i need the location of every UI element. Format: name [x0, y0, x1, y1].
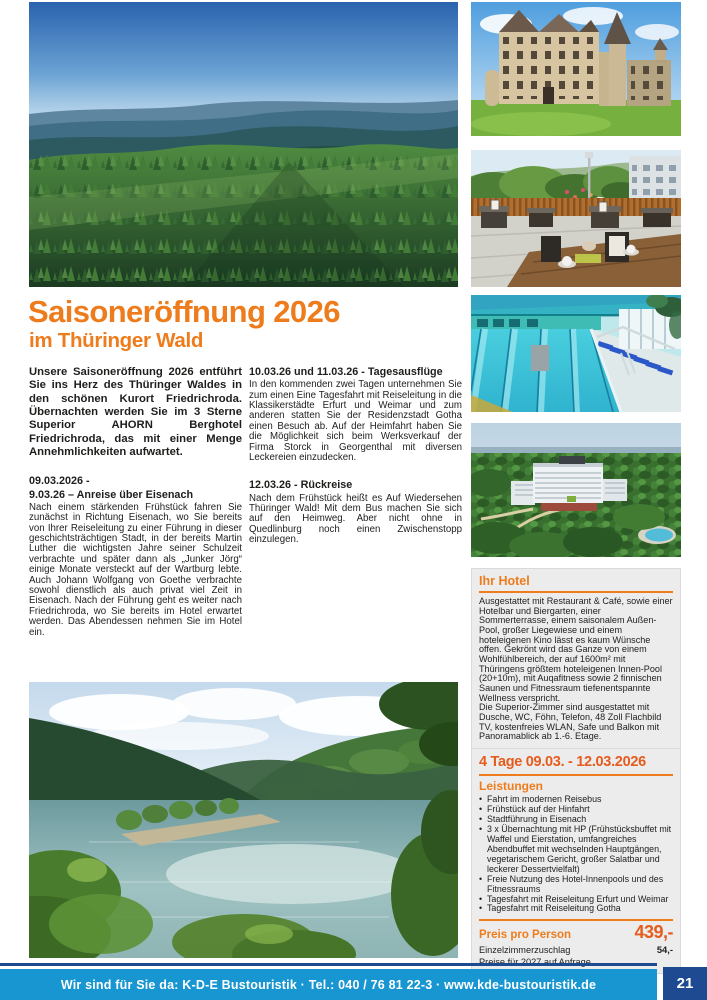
itinerary-day2	[249, 366, 462, 463]
price-label: Preis pro Person	[479, 929, 572, 942]
single-room-label: Einzelzimmerzuschlag	[479, 945, 571, 956]
photo-forest-lake	[29, 682, 458, 958]
day1-body: Nach einem stärkenden Frühstück fahren Sie zunächst in Richtung Eisenach, wo Sie bereits von Ihrer Reiseleitung zu einer Führung in dieser geschichtsträchtigen Stadt, in der bereits Martin Luther die wichtigsten Jahre seiner Schulzeit verbrachte und später dann als „Junker Jörg“ einige Monate versteckt auf der Wartburg lebte. Auch Johann Wolfgang von Goethe verbrachte sowohl dienstlich als auch privat viel Zeit in Eisenach. Nach der Führung geht es weiter nach Friedrichroda, wo Sie bereits im Hotel erwartet werden. Das Abendessen nehmen Sie im Hotel ein.	[29, 501, 242, 638]
service-item: • Fahrt im modernen Reisebus	[479, 795, 673, 805]
service-item: • Frühstück auf der Hinfahrt	[479, 805, 673, 815]
service-item: • Stadtführung in Eisenach	[479, 815, 673, 825]
column-left	[29, 366, 242, 638]
offer-box	[471, 748, 681, 974]
service-item: • Tagesfahrt mit Reiseleitung Gotha	[479, 904, 673, 914]
single-room-price: 54,-	[656, 944, 673, 956]
day3-body: Nach dem Frühstück heißt es Auf Wiedersehen Thüringer Wald! Mit dem Bus machen Sie sich auf den Heimweg. Aber nicht ohne in Quedlinburg noch einen Zwischenstopp einzulegen.	[249, 492, 462, 546]
price-value: 439,-	[634, 922, 673, 943]
photo-thuringian-forest-panorama	[29, 2, 458, 287]
price-rule	[479, 919, 673, 921]
page-number-badge	[663, 967, 707, 1000]
footer-divider-line	[0, 963, 657, 966]
column-right	[249, 366, 462, 638]
day2-heading: 10.03.26 und 11.03.26 - Tagesausflüge	[249, 366, 443, 378]
price-row	[479, 922, 673, 943]
itinerary-day3	[249, 479, 462, 545]
service-item: • Freie Nutzung des Hotel-Innenpools und des Fitnessraums	[479, 875, 673, 895]
day3-heading: 12.03.26 - Rückreise	[249, 479, 353, 492]
hotel-body-2: Die Superior-Zimmer sind ausgestattet mit Dusche, WC, Föhn, Telefon, 48 Zoll Flachbild TV, kostenfreies WLAN, Safe und Balkon mit Panoramablick ab 1.-6. Etage.	[479, 702, 662, 742]
page-number: 21	[676, 975, 694, 992]
photo-hotel-aerial-view	[471, 423, 681, 557]
hotel-info-box	[471, 568, 681, 749]
services-heading: Leistungen	[479, 779, 544, 793]
hotel-body-1: Ausgestattet mit Restaurant & Café, sowie einer Hotelbar und Biergarten, einer Sommerterrasse, einem saisonalem Außen-Pool, großer Liegewiese und einem hoteleigenen Kino lässt es kaum Wünsche offen. Gekrönt wird das Ganze von einem Wohlfühlbereich, der auf 1600m² mit Thüringens größtem hoteleigenen Innen-Pool (20+10m), mit Auqafitness sowie 2 finnischen Saunen und Fitnessraum tiefenentspannte Wellness verspricht.	[479, 596, 673, 703]
itinerary-day1	[29, 475, 242, 638]
hotel-heading-rule	[479, 591, 673, 593]
offer-duration-heading: 4 Tage 09.03. - 12.03.2026	[479, 754, 646, 770]
footer-contact-bar	[0, 969, 657, 1000]
service-item: • 3 x Übernachtung mit HP (Frühstücksbuffet mit Waffel und Eierstation, umfangreiches Abendbuffet mit wechselnden Hauptgängen, vegetarischem Gericht, großer Salatbar und leckerer Dessertvielfalt)	[479, 825, 673, 875]
day1-heading: 9.03.26 – Anreise über Eisenach	[29, 488, 194, 501]
services-list	[479, 795, 673, 914]
day1-date: 09.03.2026 -	[29, 475, 90, 488]
page-title: Saisoneröffnung 2026	[28, 294, 340, 329]
page-subtitle: im Thüringer Wald	[29, 329, 204, 352]
service-item: • Tagesfahrt mit Reiseleitung Erfurt und Weimar	[479, 895, 673, 905]
offer-duration-rule	[479, 774, 673, 776]
photo-castle	[471, 2, 681, 136]
body-columns	[29, 366, 462, 638]
photo-indoor-pool	[471, 295, 681, 412]
day2-body: In den kommenden zwei Tagen unternehmen Sie zum einen Eine Tagesfahrt mit Reiseleitung in die Klassikerstädte Erfurt und Weimar und zum anderen statten Sie der Residenzstadt Gotha einen Besuch ab. Auf der Heimfahrt haben Sie die Möglichkeit sich beim Werksverkauf der Firma Storck in Georgenthal mit diversen Leckereien einzudecken.	[249, 379, 462, 464]
intro-paragraph: Unsere Saisoneröffnung 2026 entführt Sie ins Herz des Thüringer Waldes in den schönen Kurort Friedrichroda. Übernachten werden Sie im 3 Sterne Superior AHORN Berghotel Friedrichroda, das mit einer Menge Annehmlichkeiten aufwartet.	[29, 366, 242, 459]
single-room-row	[479, 944, 673, 955]
photo-hotel-terrace	[471, 150, 681, 287]
hotel-heading: Ihr Hotel	[479, 574, 530, 588]
footer-contact-text: Wir sind für Sie da: K-D-E Bustouristik · Tel.: 040 / 76 81 22-3 · www.kde-bustouristik.de	[60, 977, 597, 992]
